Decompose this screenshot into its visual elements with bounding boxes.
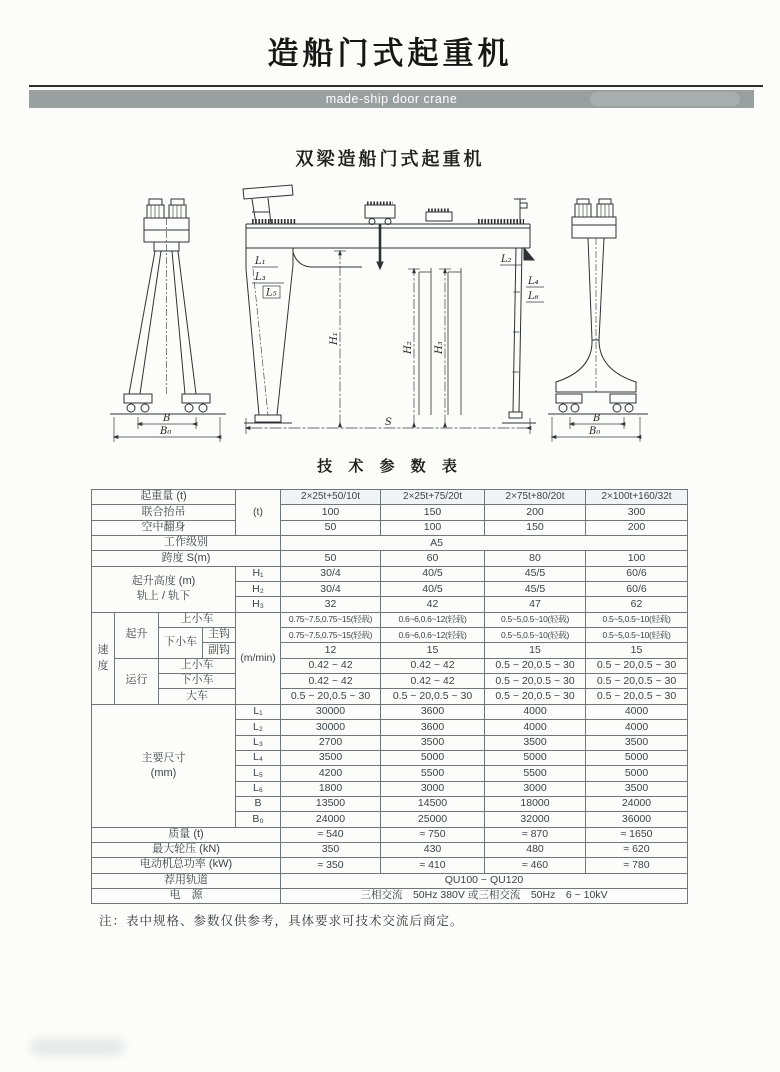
cell: 2700 <box>281 735 381 750</box>
side-view-left <box>110 199 226 414</box>
row-label-aux-hook: 副钩 <box>203 643 236 658</box>
row-label-lower-trolley: 下小车 <box>159 674 236 689</box>
cell: 60/6 <box>586 566 688 581</box>
cell: 5500 <box>485 766 586 781</box>
cell: 3500 <box>586 781 688 796</box>
row-label-capacity: 起重量 (t) <box>92 490 236 505</box>
table-row <box>92 873 688 888</box>
cell: 100 <box>281 505 381 520</box>
key-l3: L₃ <box>236 735 281 750</box>
row-label-motor-power: 电动机总功率 (kW) <box>92 858 281 873</box>
row-label-main-hook: 主钩 <box>203 628 236 643</box>
cell: 4000 <box>586 704 688 719</box>
cell: 4000 <box>586 720 688 735</box>
cell: 0.5 ~ 20,0.5 ~ 30 <box>381 689 485 704</box>
page-subtitle: made-ship door crane <box>325 92 458 106</box>
key-l4: L₄ <box>236 750 281 765</box>
cell: 350 <box>281 842 381 857</box>
cell: ≈ 410 <box>381 858 485 873</box>
cell: 200 <box>586 520 688 535</box>
cell: 30/4 <box>281 566 381 581</box>
table-row <box>92 490 688 505</box>
cell: 50 <box>281 520 381 535</box>
cell: ≈ 780 <box>586 858 688 873</box>
model-header: 2×75t+80/20t <box>485 490 586 505</box>
row-label-lower-trolley: 下小车 <box>159 628 203 659</box>
cell: 30000 <box>281 720 381 735</box>
cell: 0.42 ~ 42 <box>281 674 381 689</box>
dim-label-b-right: B <box>593 413 601 424</box>
cell: 0.5 ~ 20,0.5 ~ 30 <box>485 674 586 689</box>
cell: 5000 <box>381 750 485 765</box>
model-header: 2×25t+75/20t <box>381 490 485 505</box>
cell: 1800 <box>281 781 381 796</box>
row-label-hoist: 起升 <box>115 612 159 658</box>
cell: 32 <box>281 597 381 612</box>
elevation-view <box>243 185 536 423</box>
elevation-dims <box>246 251 544 434</box>
cell: 3500 <box>586 735 688 750</box>
cell: 480 <box>485 842 586 857</box>
cell: 100 <box>381 520 485 535</box>
cell: 0.5 ~ 20,0.5 ~ 30 <box>281 689 381 704</box>
dim-label-l2: L₂ <box>501 254 512 265</box>
table-row <box>92 674 688 689</box>
cell: 15 <box>485 643 586 658</box>
cell: 24000 <box>586 796 688 811</box>
cell: 0.5 ~ 20,0.5 ~ 30 <box>586 658 688 673</box>
table-row <box>92 858 688 873</box>
cell: 0.6~6,0.6~12(轻载) <box>381 628 485 643</box>
row-label-power: 电 源 <box>92 888 281 903</box>
row-label-mass: 质量 (t) <box>92 827 281 842</box>
cell: 150 <box>485 520 586 535</box>
cell: 3500 <box>381 735 485 750</box>
cell: 430 <box>381 842 485 857</box>
row-label-rail: 荐用轨道 <box>92 873 281 888</box>
cell: 0.5~5,0.5~10(轻载) <box>586 612 688 627</box>
row-label-air-turn: 空中翻身 <box>92 520 236 535</box>
parameters-table <box>91 489 688 904</box>
row-label-gantry: 大车 <box>159 689 236 704</box>
table-row <box>92 842 688 857</box>
key-h2: H₂ <box>236 582 281 597</box>
cell: 60 <box>381 551 485 566</box>
table-row <box>92 505 688 520</box>
table-title: 技 术 参 数 表 <box>317 458 463 475</box>
scan-smudge <box>30 1038 125 1056</box>
dim-label-h2: H₂ <box>403 341 414 354</box>
table-row <box>92 551 688 566</box>
cell: 18000 <box>485 796 586 811</box>
cell: 42 <box>381 597 485 612</box>
key-l5: L₅ <box>236 766 281 781</box>
cell: 0.5 ~ 20,0.5 ~ 30 <box>485 689 586 704</box>
dim-label-s: S <box>385 417 392 428</box>
key-l1: L₁ <box>236 704 281 719</box>
table-row <box>92 827 688 842</box>
model-header: 2×25t+50/10t <box>281 490 381 505</box>
crane-drawing <box>0 172 780 457</box>
dim-label-h1: H₁ <box>329 332 340 345</box>
table-row <box>92 888 688 903</box>
cell: 60/6 <box>586 582 688 597</box>
cell: ≈ 620 <box>586 842 688 857</box>
cell: 80 <box>485 551 586 566</box>
cell-rail: QU100 ~ QU120 <box>281 873 688 888</box>
cell: 5000 <box>485 750 586 765</box>
cell: ≈ 750 <box>381 827 485 842</box>
cell: 0.5~5,0.5~10(轻载) <box>485 628 586 643</box>
dim-label-l5: L₅ <box>266 287 277 299</box>
cell: 47 <box>485 597 586 612</box>
cell: 150 <box>381 505 485 520</box>
dim-label-h3: H₃ <box>434 341 445 354</box>
table-row <box>92 704 688 719</box>
cell: 0.75~7.5,0.75~15(轻载) <box>281 612 381 627</box>
cell: 5500 <box>381 766 485 781</box>
cell: 3600 <box>381 704 485 719</box>
cell: 15 <box>586 643 688 658</box>
table-row <box>92 566 688 581</box>
cell: 3000 <box>485 781 586 796</box>
table-row <box>92 689 688 704</box>
row-label-speed: 速度 <box>92 612 115 704</box>
cell: 30000 <box>281 704 381 719</box>
cell: 5000 <box>586 766 688 781</box>
cell: 62 <box>586 597 688 612</box>
dimensions-line1: 主要尺寸 <box>141 751 186 764</box>
dim-label-l3: L₃ <box>255 272 266 283</box>
row-label-joint-lift: 联合抬吊 <box>92 505 236 520</box>
cell: 24000 <box>281 812 381 827</box>
cell: 0.5~5,0.5~10(轻载) <box>586 628 688 643</box>
row-label-dimensions <box>92 704 236 827</box>
cell: 3500 <box>281 750 381 765</box>
model-header: 2×100t+160/32t <box>586 490 688 505</box>
cell: 300 <box>586 505 688 520</box>
lift-height-line1: 起升高度 (m) <box>131 575 196 588</box>
dim-label-l4: L₄ <box>528 276 539 287</box>
cell: 32000 <box>485 812 586 827</box>
key-l2: L₂ <box>236 720 281 735</box>
row-label-travel: 运行 <box>115 658 159 704</box>
row-label-upper-trolley: 上小车 <box>159 658 236 673</box>
row-label-lift-height <box>92 566 236 612</box>
cell: 3000 <box>381 781 485 796</box>
key-b0: B₀ <box>236 812 281 827</box>
cell: ≈ 350 <box>281 858 381 873</box>
key-b: B <box>236 796 281 811</box>
table-row <box>92 628 688 643</box>
cell: 36000 <box>586 812 688 827</box>
cell: 200 <box>485 505 586 520</box>
key-h1: H₁ <box>236 566 281 581</box>
cell: ≈ 540 <box>281 827 381 842</box>
cell: 0.42 ~ 42 <box>381 658 485 673</box>
cell: 45/5 <box>485 566 586 581</box>
cell: 0.5 ~ 20,0.5 ~ 30 <box>586 689 688 704</box>
unit-speed: (m/min) <box>236 612 281 704</box>
cell: 4000 <box>485 720 586 735</box>
table-row <box>92 520 688 535</box>
table-row <box>92 612 688 627</box>
dim-label-b-left: B <box>163 413 171 424</box>
cell-duty-class: A5 <box>281 536 688 551</box>
cell: 0.5 ~ 20,0.5 ~ 30 <box>485 658 586 673</box>
key-h3: H₃ <box>236 597 281 612</box>
cell: 14500 <box>381 796 485 811</box>
footnote: 注：表中规格、参数仅供参考，具体要求可技术交流后商定。 <box>99 914 464 928</box>
cell: 0.5~5,0.5~10(轻载) <box>485 612 586 627</box>
cell: 4200 <box>281 766 381 781</box>
cell: 0.75~7.5,0.75~15(轻载) <box>281 628 381 643</box>
cell: 12 <box>281 643 381 658</box>
cell: 40/5 <box>381 566 485 581</box>
cell: 4000 <box>485 704 586 719</box>
cell: ≈ 460 <box>485 858 586 873</box>
cell: 50 <box>281 551 381 566</box>
cell: ≈ 870 <box>485 827 586 842</box>
dim-label-b0-left: B₀ <box>160 426 172 437</box>
cell: 30/4 <box>281 582 381 597</box>
cell-power: 三相交流 50Hz 380V 或三相交流 50Hz 6 ~ 10kV <box>281 888 688 903</box>
row-label-span: 跨度 S(m) <box>92 551 281 566</box>
cell: 0.42 ~ 42 <box>281 658 381 673</box>
row-label-upper-trolley: 上小车 <box>159 612 236 627</box>
cell: 25000 <box>381 812 485 827</box>
cell: 3500 <box>485 735 586 750</box>
cell: 13500 <box>281 796 381 811</box>
page-title: 造船门式起重机 <box>267 36 513 71</box>
cell: 5000 <box>586 750 688 765</box>
cell: 0.42 ~ 42 <box>381 674 485 689</box>
cell: 45/5 <box>485 582 586 597</box>
cell: 0.5 ~ 20,0.5 ~ 30 <box>586 674 688 689</box>
table-row <box>92 536 688 551</box>
row-label-duty-class: 工作级别 <box>92 536 281 551</box>
row-label-wheel-pressure: 最大轮压 (kN) <box>92 842 281 857</box>
cell: 15 <box>381 643 485 658</box>
cell: ≈ 1650 <box>586 827 688 842</box>
table-row <box>92 658 688 673</box>
dim-label-l1: L₁ <box>255 256 266 267</box>
cell: 100 <box>586 551 688 566</box>
diagram-title: 双梁造船门式起重机 <box>295 149 485 169</box>
cell: 40/5 <box>381 582 485 597</box>
header-band <box>29 90 754 108</box>
side-view-right <box>548 199 648 414</box>
unit-capacity: (t) <box>236 490 281 536</box>
header-rule <box>29 85 763 87</box>
key-l6: L₆ <box>236 781 281 796</box>
lift-height-line2: 轨上 / 轨下 <box>136 590 191 603</box>
dim-label-b0-right: B₀ <box>589 426 601 437</box>
cell: 0.6~6,0.6~12(轻载) <box>381 612 485 627</box>
dimensions-line2: (mm) <box>150 766 177 779</box>
dim-label-l6: L₆ <box>528 291 539 302</box>
cell: 3600 <box>381 720 485 735</box>
